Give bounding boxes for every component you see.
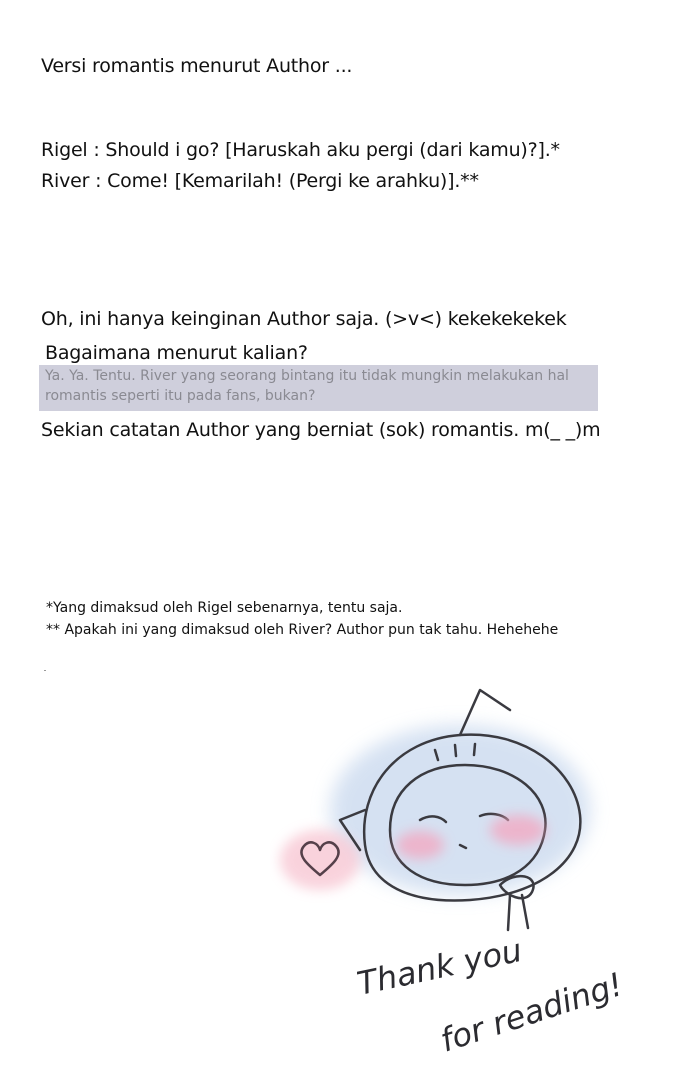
right-blush	[490, 815, 546, 845]
stray-mark	[44, 670, 46, 671]
author-wish: Oh, ini hanya keinginan Author saja. (>v<) kekekekekek	[41, 308, 567, 330]
highlighted-note-line-2: romantis seperti itu pada fans, bukan?	[45, 388, 316, 404]
closing-note: Sekian catatan Author yang berniat (sok) romantis. m(_ _)m	[41, 419, 601, 441]
rigel-line: Rigel : Should i go? [Haruskah aku pergi (dari kamu)?].*	[41, 139, 560, 161]
footnote-2: ** Apakah ini yang dimaksud oleh River? Author pun tak tahu. Hehehehe	[46, 622, 559, 638]
river-line: River : Come! [Kemarilah! (Pergi ke arahku)].**	[41, 170, 479, 192]
heading: Versi romantis menurut Author ...	[41, 55, 353, 77]
chibi-cat-hood-sketch	[270, 680, 690, 1070]
highlighted-note	[39, 365, 598, 411]
footnote-1: *Yang dimaksud oleh Rigel sebenarnya, tentu saja.	[46, 600, 403, 616]
heart-glow	[280, 830, 360, 890]
caption-for-reading: for reading!	[435, 964, 628, 1060]
highlighted-note-line-1: Ya. Ya. Tentu. River yang seorang bintang itu tidak mungkin melakukan hal	[45, 368, 569, 384]
caption-thank-you: Thank you	[353, 930, 526, 1003]
bow-strings	[508, 895, 528, 930]
question: Bagaimana menurut kalian?	[45, 342, 308, 364]
head-glow	[330, 725, 590, 895]
left-blush	[396, 831, 444, 859]
